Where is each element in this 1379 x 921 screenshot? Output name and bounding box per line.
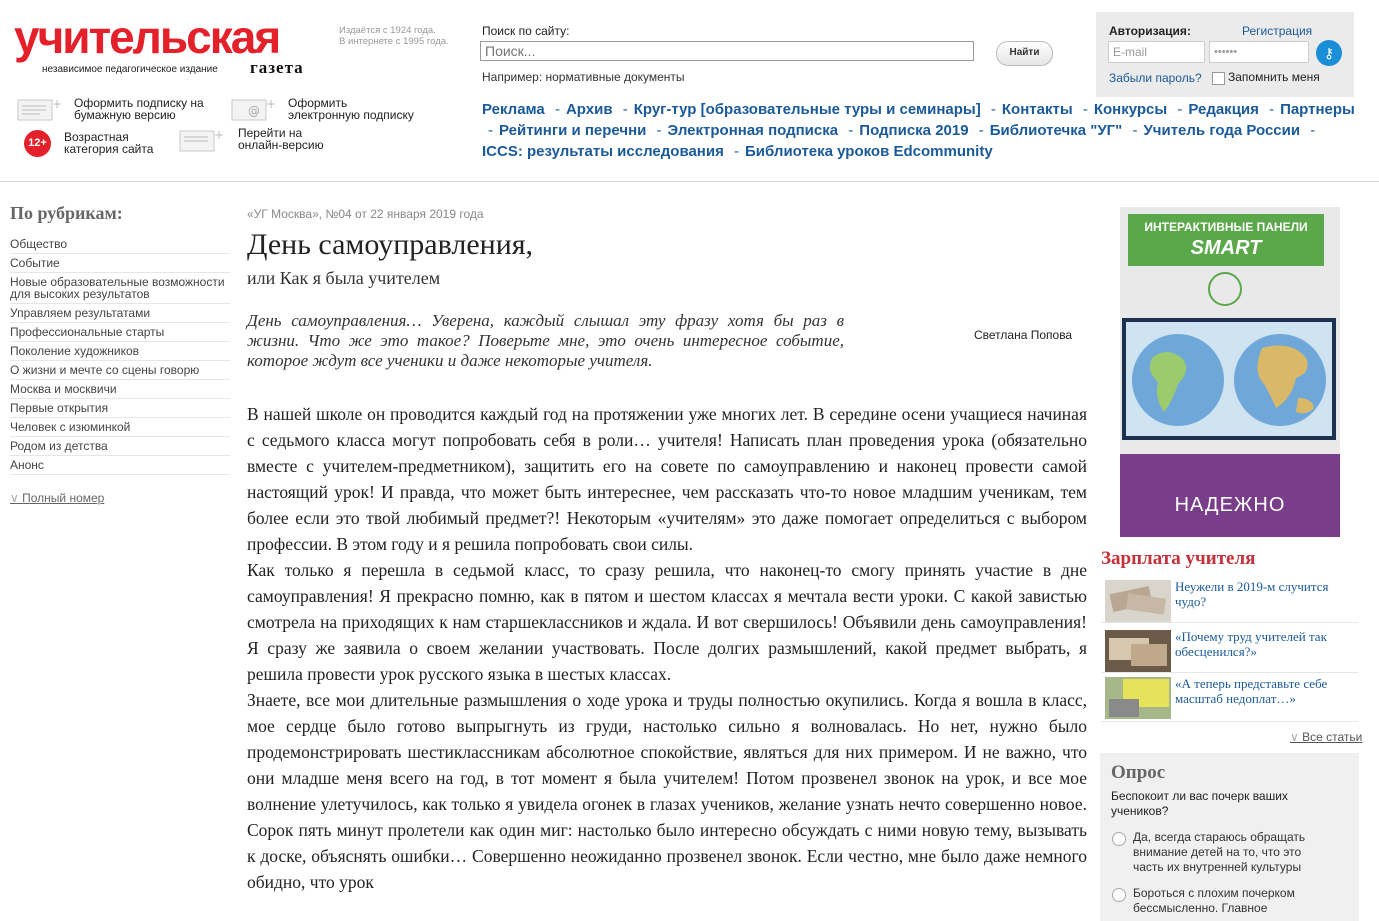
- svg-text:@: @: [248, 104, 260, 118]
- all-articles-label: Все статьи: [1302, 730, 1363, 744]
- age-rating-badge: 12+: [24, 130, 51, 157]
- all-articles-link[interactable]: [1290, 730, 1362, 744]
- service-e-label[interactable]: [288, 97, 414, 121]
- nav-link[interactable]: Электронная подписка: [667, 122, 839, 139]
- full-issue-link[interactable]: [10, 491, 104, 505]
- newspaper-icon: [16, 96, 63, 122]
- article-title: День самоуправления,: [247, 228, 534, 261]
- salary-section-title[interactable]: Зарплата учителя: [1101, 548, 1256, 569]
- full-issue-label: Полный номер: [22, 491, 105, 505]
- rubric-item[interactable]: Событие: [10, 254, 230, 273]
- cursor-icon: [1208, 272, 1242, 306]
- nav-link[interactable]: Партнеры: [1280, 101, 1355, 118]
- nav-link[interactable]: Библиотечка "УГ": [989, 122, 1123, 139]
- poll-question: Беспокоит ли вас почерк ваших учеников?: [1111, 789, 1288, 818]
- email-subscription-icon: [230, 96, 277, 122]
- service-line: бумажную версию: [74, 108, 176, 122]
- nav-separator: -: [1269, 101, 1275, 118]
- ad-brand: SMART: [1190, 237, 1262, 259]
- nav-link[interactable]: ICCS: результаты исследования: [482, 143, 724, 160]
- auth-title: Авторизация:: [1109, 24, 1191, 38]
- search-label: Поиск по сайту:: [482, 24, 570, 38]
- chevron-down-icon: ∨: [10, 491, 23, 505]
- salary-article-item[interactable]: [1101, 576, 1358, 623]
- article-thumbnail: [1105, 677, 1171, 719]
- register-link[interactable]: Регистрация: [1242, 24, 1313, 38]
- nav-separator: -: [622, 101, 628, 118]
- article-lead: День самоуправления… Уверена, каждый слышал эту фразу хотя бы раз в жизни. Что же это такое? Поверьте мне, это очень интересное событие, которое ждут все ученики и даже некоторые учителя.: [247, 311, 844, 370]
- nav-separator: -: [990, 101, 996, 118]
- article-paragraph: В нашей школе он проводится каждый год на протяжении уже многих лет. В середине осени учащиеся начиная с седьмого класса могут попробовать себя в роли… учителя! Написать план проведения урока (обязательно вместе с учителем-предметником), защитить его на совете по самоуправлению и наконец провести самой настоящий урок! И правда, что может быть интереснее, чем рассказать что-то новое младшим ученикам, тем более если это твой любимый предмет?! Некоторым «учителям» это даже помогает определиться с выбором профессии. В этом году и я решила попробовать свои силы.: [247, 404, 1087, 554]
- poll-option-radio[interactable]: [1112, 888, 1126, 902]
- ad-slogan: НАДЕЖНО: [1174, 494, 1286, 516]
- svg-text:+: +: [214, 128, 225, 142]
- salary-article-item[interactable]: [1101, 673, 1358, 722]
- search-example: Например: нормативные документы: [482, 70, 685, 84]
- service-line: Перейти на: [238, 126, 303, 140]
- age-category-label: [64, 131, 153, 155]
- rubric-item[interactable]: Родом из детства: [10, 437, 230, 456]
- nav-separator: -: [656, 122, 662, 139]
- nav-separator: -: [848, 122, 854, 139]
- nav-separator: -: [488, 122, 493, 139]
- online-version-icon: [178, 127, 225, 153]
- nav-link[interactable]: Подписка 2019: [859, 122, 969, 139]
- svg-text:+: +: [266, 97, 277, 111]
- nav-link[interactable]: Учитель года России: [1143, 122, 1301, 139]
- poll-title: Опрос: [1111, 762, 1166, 783]
- nav-link[interactable]: Редакция: [1188, 101, 1259, 118]
- rubric-item[interactable]: Анонс: [10, 456, 230, 475]
- rubrics-list: [10, 235, 230, 475]
- rubric-item[interactable]: Человек с изюминкой: [10, 418, 230, 437]
- remember-me-checkbox[interactable]: [1212, 72, 1225, 85]
- remember-me-label: Запомнить меня: [1228, 70, 1320, 84]
- nav-link[interactable]: Конкурсы: [1093, 101, 1168, 118]
- rubric-item[interactable]: Новые образовательные возможности для высоких результатов: [10, 273, 230, 304]
- search-button[interactable]: Найти: [996, 41, 1053, 66]
- service-line: Возрастная: [64, 130, 129, 144]
- nav-link[interactable]: Рейтинги и перечни: [499, 122, 647, 139]
- login-button[interactable]: [1316, 40, 1342, 66]
- article-subtitle: или Как я была учителем: [247, 268, 441, 288]
- service-line: электронную подписку: [288, 108, 414, 122]
- article-body: [247, 401, 1087, 895]
- nav-link[interactable]: Контакты: [1001, 101, 1073, 118]
- logo-tagline: независимое педагогическое издание: [42, 64, 218, 75]
- rubric-item[interactable]: Первые открытия: [10, 399, 230, 418]
- rubric-item[interactable]: Управляем результатами: [10, 304, 230, 323]
- rubrics-title: По рубрикам:: [10, 203, 123, 223]
- nav-link[interactable]: Архив: [565, 101, 613, 118]
- poll-option-label[interactable]: Бороться с плохим почерком бессмысленно. Главное: [1133, 886, 1295, 915]
- article-thumbnail: [1105, 630, 1171, 672]
- rubric-item[interactable]: Профессиональные старты: [10, 323, 230, 342]
- service-line: категория сайта: [64, 142, 154, 156]
- service-line: онлайн-версию: [238, 138, 324, 152]
- nav-link[interactable]: Библиотека уроков Edcommunity: [745, 143, 993, 160]
- service-online-label[interactable]: [238, 127, 324, 151]
- rubric-item[interactable]: О жизни и мечте со сцены говорю: [10, 361, 230, 380]
- article-paragraph: Знаете, все мои длительные размышления о ходе урока и труды полностью окупились. Когда я вошла в класс, мое сердце было готово выпрыгнуть из груди, настолько сильно я волновалась. Но нет, нужно было продемонстрировать шестиклассникам абсолютное спокойствие, являться для них примером. И не важно, что они младше меня всего на год, в тот момент я была учителем! Потом прозвенел звонок на урок, и все мое волнение улетучилось, как только я увидела огонек в глазах учеников, желание узнать нечто совершенно новое. Сорок пять минут пролетели как один миг: настолько было интересно обсуждать с ними новую тему, вызывать к доске, объяснять ошибки… Совершенно неожиданно прозвенел звонок. Если честно, мне было даже немного обидно, что урок: [247, 690, 1087, 892]
- rubric-item[interactable]: Москва и москвичи: [10, 380, 230, 399]
- search-input[interactable]: [480, 41, 974, 61]
- article-paragraph: Как только я перешла в седьмой класс, то сразу решила, что наконец-то смогу принять участие в дне самоуправления! Я прекрасно помню, как в пятом и шестом классах я мечтала вести уроки. С какой завистью смотрела на приходящих к нам старшеклассников и ждала. И вот свершилось! Объявили день самоуправления! Я сразу же заявила о своем желании участвовать. После долгих размышлений, какой предмет выбрать, я решила провести урок русского языка в шестых классах.: [247, 560, 1087, 684]
- nav-separator: -: [1310, 122, 1316, 139]
- email-field[interactable]: E-mail: [1108, 41, 1205, 63]
- nav-separator: -: [1177, 101, 1183, 118]
- article-author[interactable]: Светлана Попова: [974, 328, 1073, 342]
- service-line: Оформить: [288, 96, 348, 110]
- top-navigation: [482, 99, 1362, 162]
- logo-info-line: В интернете с 1995 года.: [339, 36, 449, 47]
- salary-article-link[interactable]: Неужели в 2019-м случится чудо?: [1175, 579, 1329, 609]
- rubric-item[interactable]: Поколение художников: [10, 342, 230, 361]
- poll-option-radio[interactable]: [1112, 832, 1126, 846]
- site-header: [0, 0, 1379, 182]
- nav-separator: -: [554, 101, 560, 118]
- logo-info-line: Издаётся с 1924 года.: [339, 25, 436, 36]
- salary-article-link[interactable]: «Почему труд учителей так обесценился?»: [1175, 629, 1327, 659]
- password-field[interactable]: ••••••: [1209, 41, 1309, 63]
- article-issue: «УГ Москва», №04 от 22 января 2019 года: [247, 207, 484, 221]
- logo-info: [339, 25, 449, 47]
- poll-option-label[interactable]: Да, всегда стараюсь обращать внимание детей на то, что это часть их внутренней культуры: [1133, 830, 1306, 874]
- ad-title: ИНТЕРАКТИВНЫЕ ПАНЕЛИ: [1144, 220, 1308, 234]
- service-paper-subscription[interactable]: [16, 96, 63, 127]
- service-paper-label[interactable]: [74, 97, 204, 121]
- nav-link[interactable]: Круг-тур [образовательные туры и семинары]: [633, 101, 981, 118]
- service-online[interactable]: [178, 127, 225, 158]
- service-e-subscription[interactable]: [230, 96, 277, 127]
- rubric-item[interactable]: Общество: [10, 235, 230, 254]
- salary-article-link[interactable]: «А теперь представьте себе масштаб недоплат…»: [1175, 676, 1328, 706]
- article-thumbnail: [1105, 580, 1171, 622]
- service-line: Оформить подписку на: [74, 96, 204, 110]
- logo[interactable]: учительская: [14, 11, 280, 63]
- salary-article-item[interactable]: [1101, 626, 1358, 673]
- svg-text:+: +: [52, 97, 63, 111]
- world-map-image: [1122, 318, 1336, 440]
- nav-separator: -: [978, 122, 984, 139]
- nav-separator: -: [1132, 122, 1138, 139]
- nav-separator: -: [734, 143, 740, 160]
- chevron-down-icon: ∨: [1290, 730, 1303, 744]
- logo-gazeta: газета: [250, 58, 304, 77]
- nav-separator: -: [1082, 101, 1088, 118]
- forgot-password-link[interactable]: Забыли пароль?: [1109, 71, 1202, 85]
- nav-link[interactable]: Реклама: [482, 101, 545, 118]
- key-icon: ⚷: [1323, 45, 1335, 61]
